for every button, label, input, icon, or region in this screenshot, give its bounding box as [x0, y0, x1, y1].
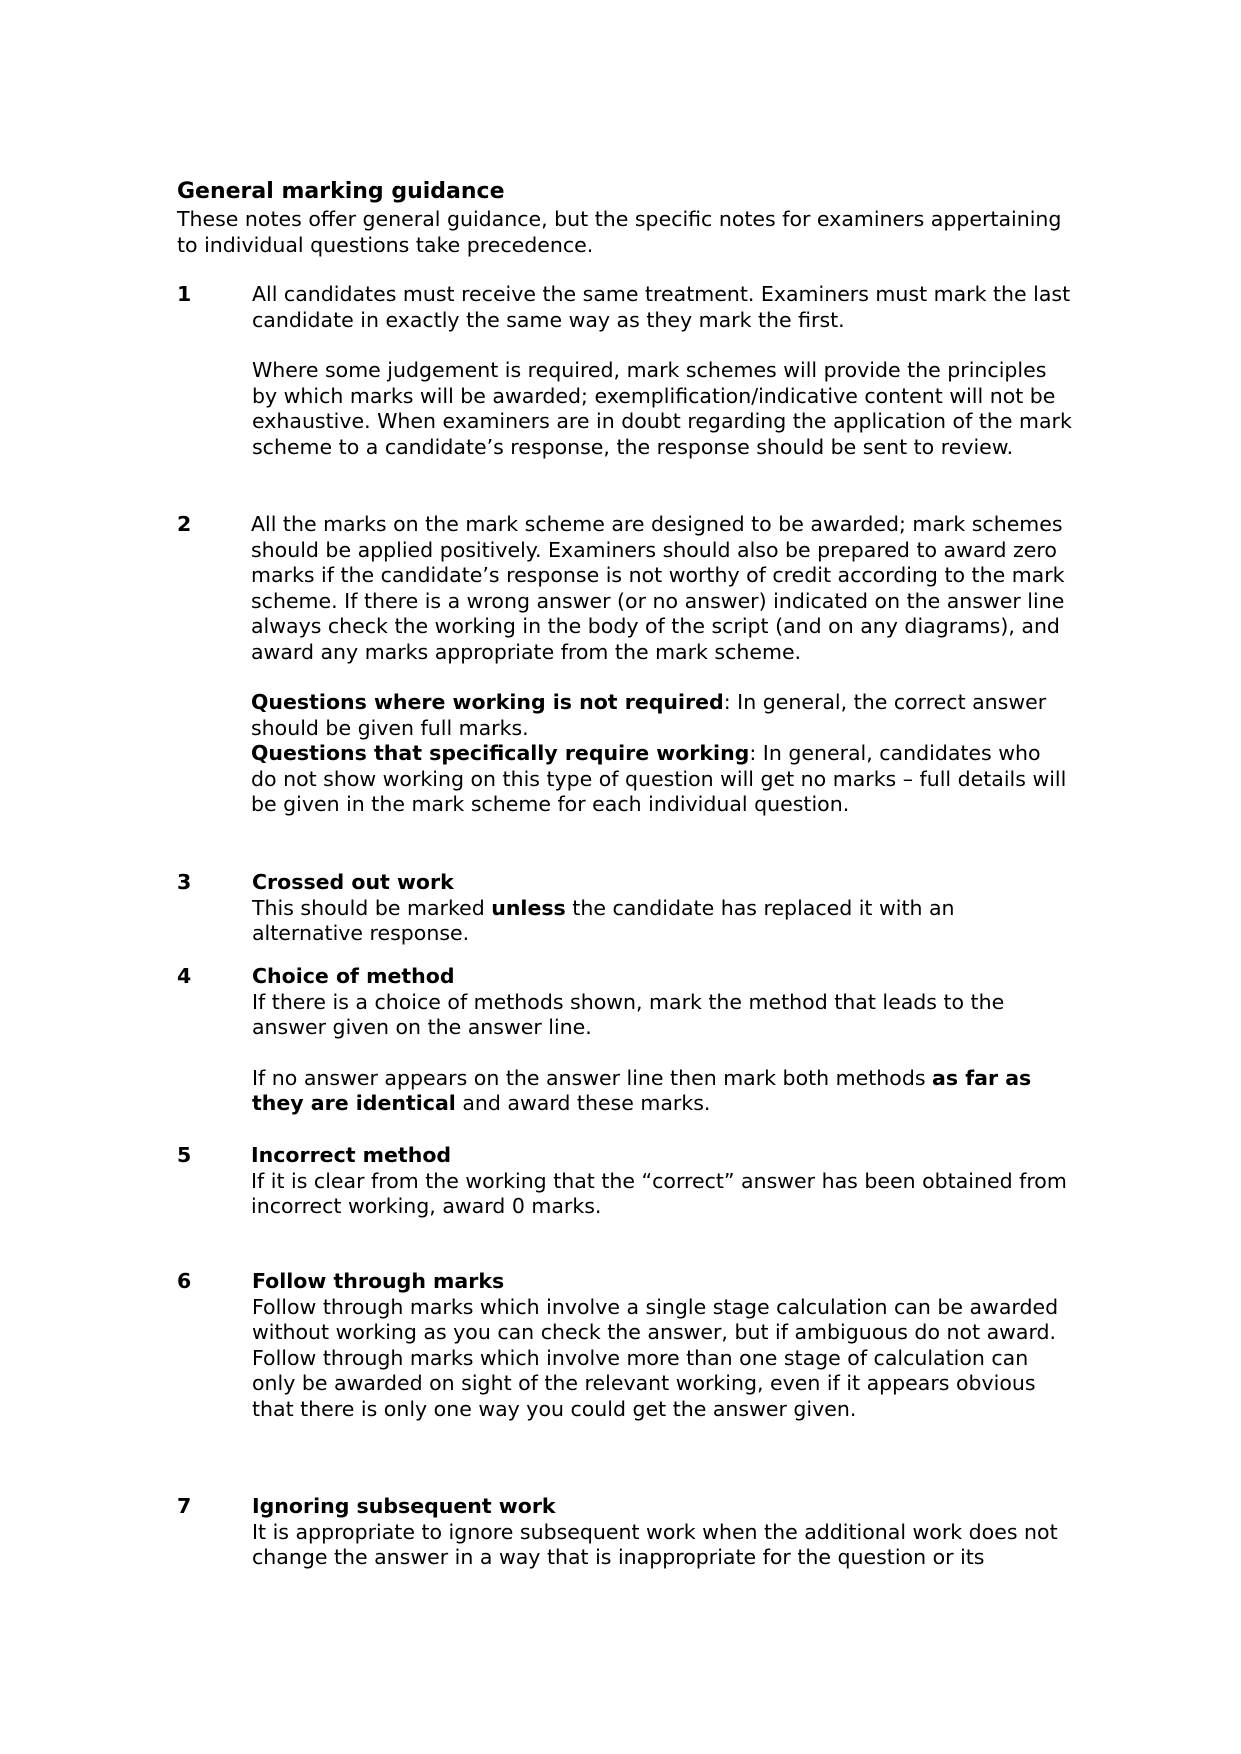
- item-heading-text: Ignoring subsequent work: [252, 1494, 556, 1518]
- bold-segment: unless: [491, 895, 566, 920]
- item-number: 2: [177, 512, 192, 536]
- item-heading: [252, 1494, 1072, 1520]
- item-heading: [252, 964, 1072, 990]
- item-body: [252, 870, 1072, 947]
- bold-segment: as far as they are identical: [252, 1065, 1032, 1115]
- item-paragraph: If there is a choice of methods shown, mark the method that leads to the answer given on the answer line.: [252, 989, 1005, 1039]
- item-heading-text: Incorrect method: [251, 1143, 452, 1167]
- item-body: [251, 1143, 1071, 1220]
- item-paragraph: All the marks on the mark scheme are designed to be awarded; mark schemes should be applied positively. Examiners should also be prepared to award zero marks if the candidate’s response is not worthy of credit according to the mark scheme. If there is a wrong answer (or no answer) indicated on the answer line always check the working in the body of the script (and on any diagrams), and award any marks appropriate from the mark scheme.: [251, 512, 1065, 664]
- item-number: 4: [177, 964, 192, 988]
- intro-text: These notes offer general guidance, but the specific notes for examiners appertaining to individual questions take precedence.: [177, 207, 1062, 257]
- item-number: 5: [177, 1143, 192, 1167]
- text-segment: If no answer appears on the answer line then mark both methods: [252, 1065, 933, 1090]
- item-heading: [252, 1269, 1072, 1295]
- item-number: 7: [177, 1494, 192, 1518]
- item-heading: [252, 870, 1072, 896]
- text-segment: the candidate has replaced it with an alternative response.: [252, 895, 955, 945]
- item-body: [252, 1269, 1072, 1422]
- item-body: [252, 282, 1072, 460]
- item-heading-text: Crossed out work: [252, 870, 454, 894]
- working-required-note: [251, 741, 1071, 818]
- note-text: : In general, the correct answer should be given full marks.: [251, 690, 1047, 740]
- item-body: [251, 512, 1071, 818]
- page-title: General marking guidance: [177, 179, 505, 204]
- note-text: : In general, candidates who do not show working on this type of question will get no marks – full details will be given in the mark scheme for each individual question.: [251, 741, 1067, 816]
- item-heading: [251, 1143, 1071, 1169]
- text-segment: This should be marked: [252, 895, 492, 920]
- item-paragraph: Follow through marks which involve more than one stage of calculation can only be awarded on sight of the relevant working, even if it appears obvious that there is only one way you could get the answer given.: [252, 1345, 1036, 1421]
- item-heading-text: Follow through marks: [252, 1269, 505, 1293]
- item-paragraph: Where some judgement is required, mark schemes will provide the principles by which marks will be awarded; exemplification/indicative content will not be exhaustive. When examiners are in doubt regarding the application of the mark scheme to a candidate’s response, the response should be sent to review.: [252, 358, 1072, 459]
- item-paragraph: It is appropriate to ignore subsequent work when the additional work does not change the answer in a way that is inappropriate for the question or its: [252, 1519, 1058, 1569]
- item-paragraph: All candidates must receive the same treatment. Examiners must mark the last candidate in exactly the same way as they mark the first.: [252, 282, 1071, 332]
- item-heading-text: Choice of method: [252, 964, 455, 988]
- item-paragraph: [252, 896, 1072, 947]
- item-number: 6: [177, 1269, 192, 1293]
- item-number: 1: [177, 282, 192, 306]
- item-body: [252, 1494, 1072, 1571]
- text-segment: and award these marks.: [455, 1091, 711, 1115]
- item-number: 3: [177, 870, 192, 894]
- working-not-required-note: [251, 690, 1071, 741]
- note-heading: Questions where working is not required: [251, 690, 724, 714]
- item-paragraph: Follow through marks which involve a single stage calculation can be awarded without working as you can check the answer, but if ambiguous do not award.: [252, 1294, 1059, 1344]
- item-paragraph: If it is clear from the working that the “correct” answer has been obtained from incorrect working, award 0 marks.: [251, 1168, 1067, 1218]
- item-body: [252, 964, 1072, 1117]
- note-heading: Questions that specifically require working: [251, 741, 750, 765]
- item-paragraph: [252, 1066, 1072, 1117]
